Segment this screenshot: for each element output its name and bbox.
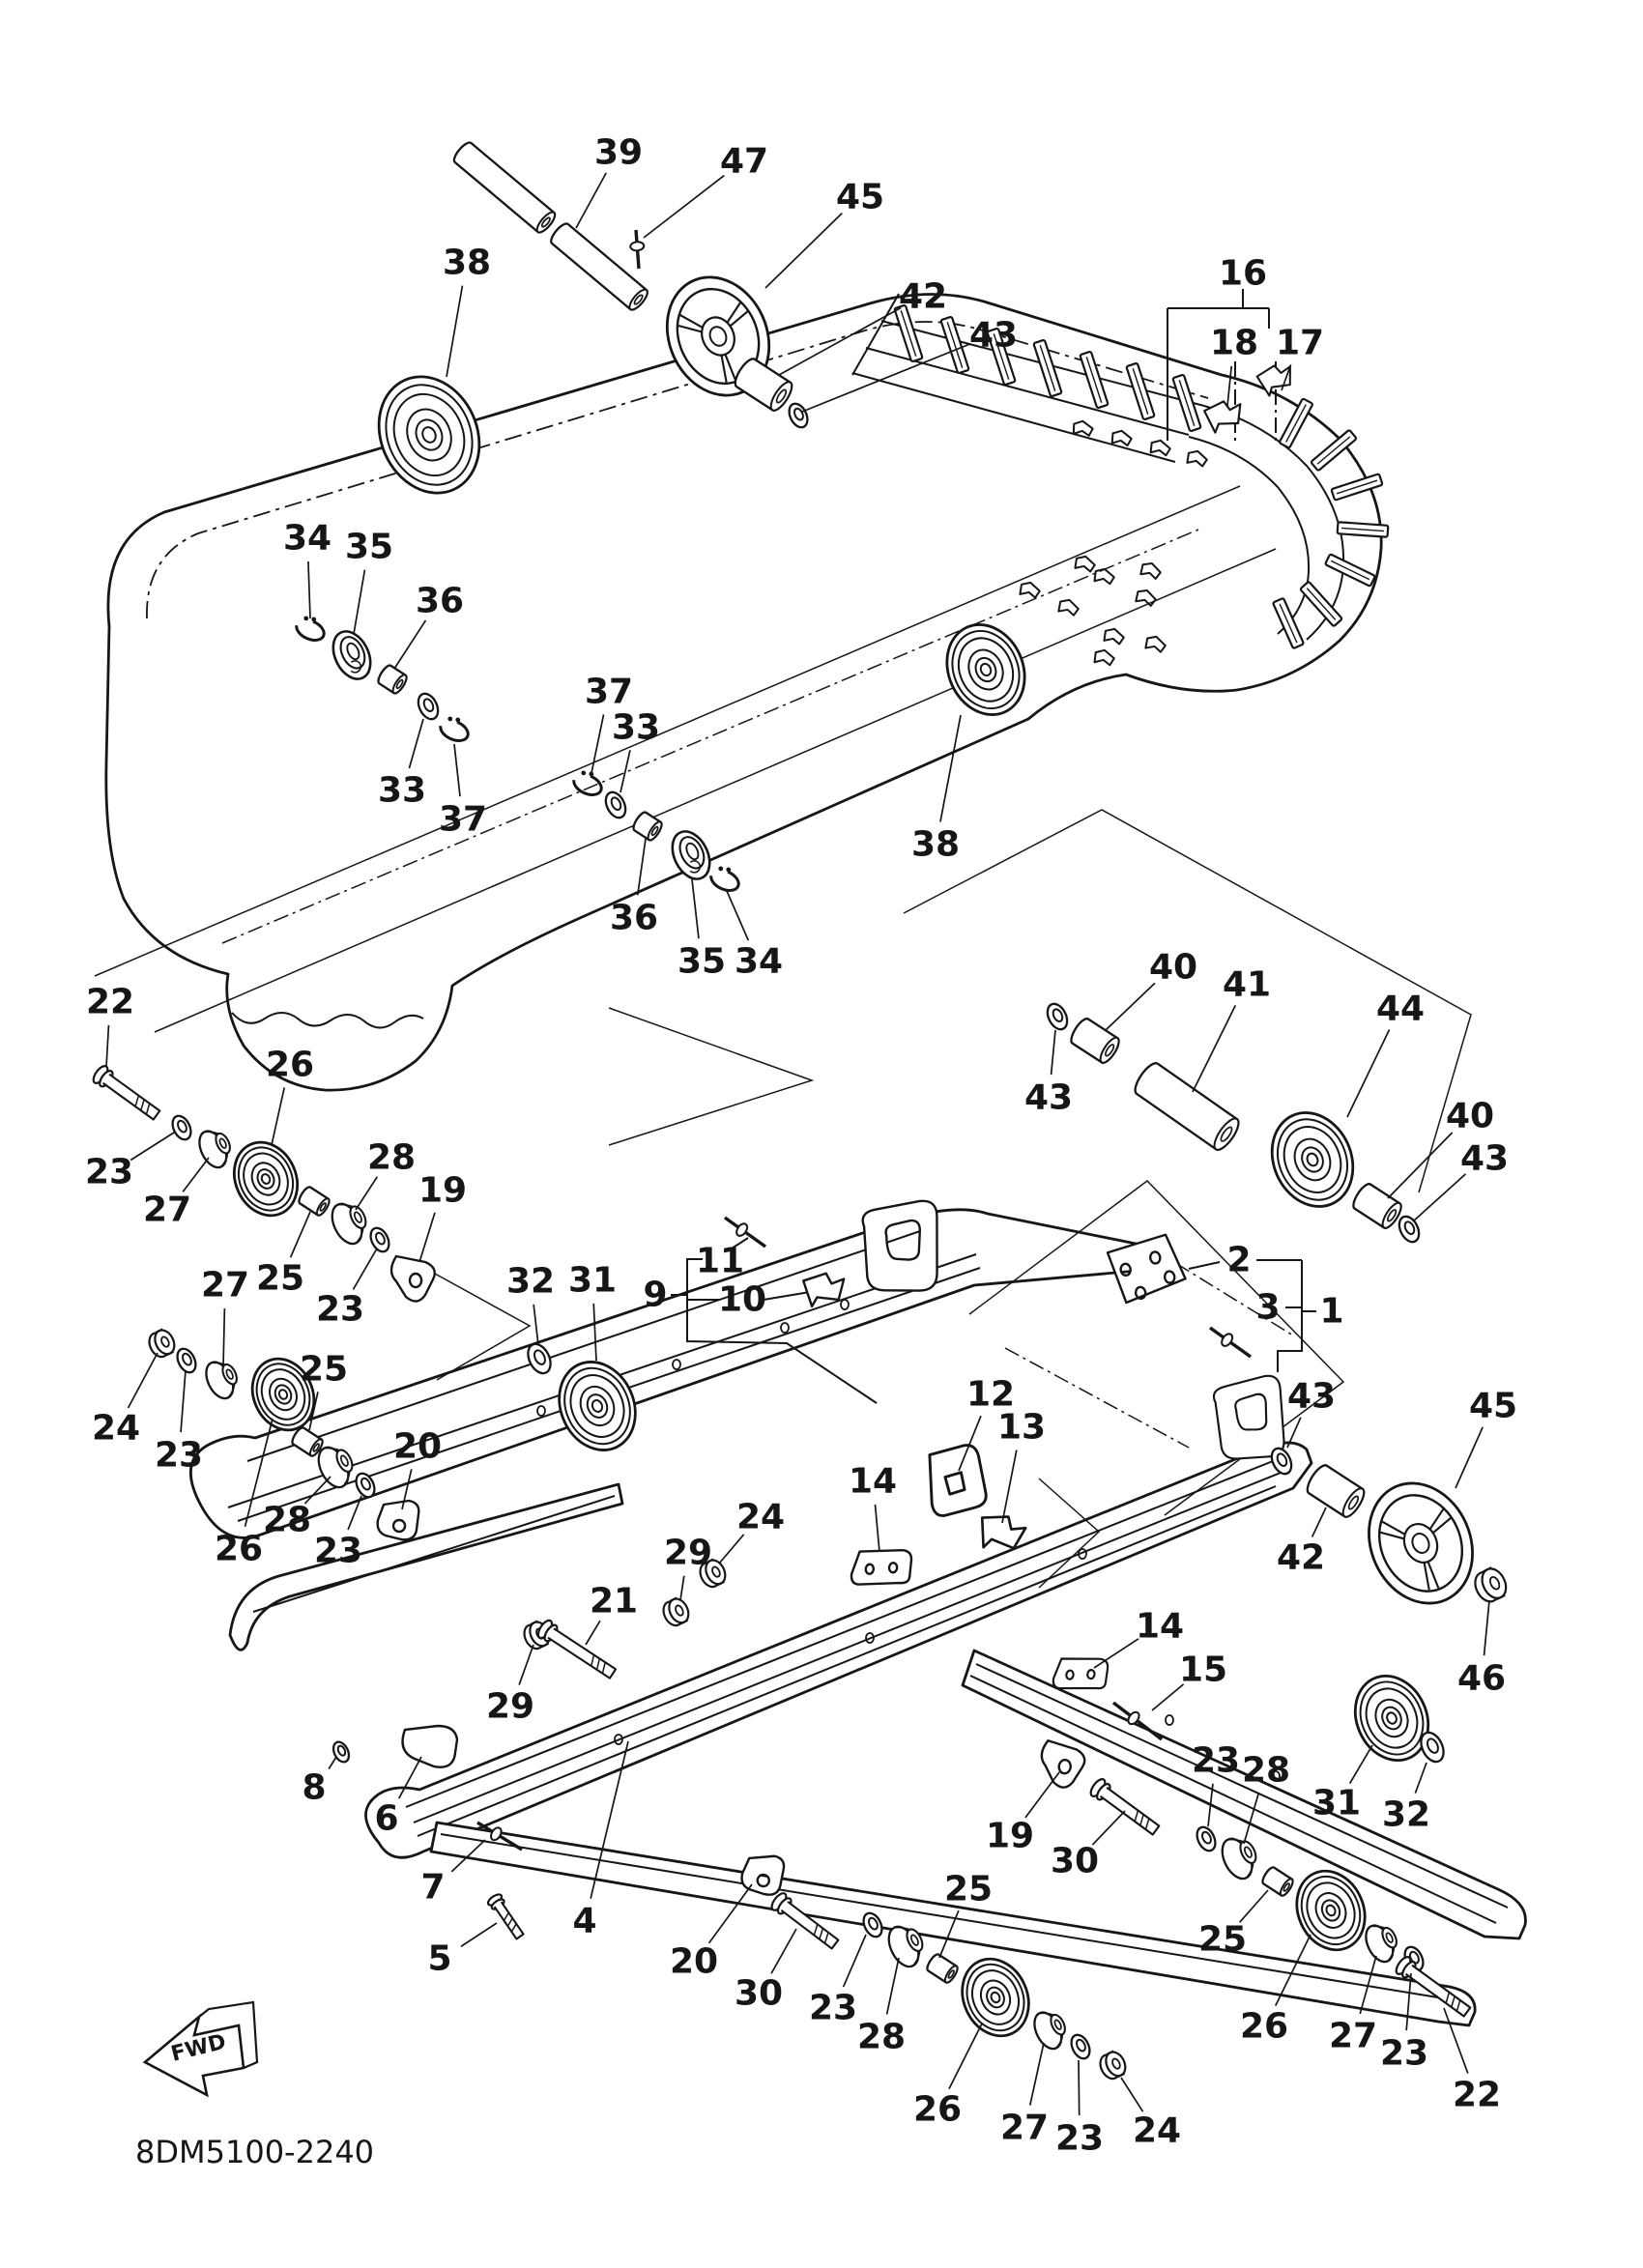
part-collar	[1361, 1918, 1403, 1966]
callout-45: 45	[1468, 1386, 1518, 1426]
part-bracket19	[1039, 1740, 1086, 1790]
part-guide	[378, 1501, 419, 1539]
callout-23: 23	[1054, 2118, 1105, 2159]
callout-23: 23	[808, 1988, 858, 2028]
callout-8: 8	[302, 1767, 327, 1808]
leader-line	[1025, 1772, 1059, 1818]
callout-1: 1	[1319, 1291, 1344, 1332]
part-bolt	[486, 1892, 526, 1940]
callout-46: 46	[1456, 1658, 1507, 1699]
leader-line	[1052, 1030, 1055, 1075]
part-washer	[1194, 1824, 1219, 1854]
leader-line	[1413, 1174, 1465, 1221]
leader-line	[1106, 983, 1155, 1030]
part-wheel-rib	[223, 1133, 309, 1226]
callout-9: 9	[643, 1275, 668, 1315]
callout-29: 29	[485, 1686, 535, 1727]
callout-24: 24	[1132, 2110, 1182, 2151]
callout-24: 24	[735, 1497, 786, 1537]
leader-line	[727, 891, 748, 940]
leader-line	[356, 1177, 377, 1210]
grouser-bar	[1338, 522, 1389, 537]
callout-44: 44	[1375, 989, 1426, 1029]
callout-25: 25	[1197, 1919, 1248, 1960]
leader-line	[1456, 1427, 1483, 1488]
callout-21: 21	[589, 1581, 639, 1622]
part-bolt	[1088, 1777, 1162, 1839]
part-collar	[194, 1124, 237, 1171]
callout-36: 36	[415, 581, 465, 621]
leader-line	[1002, 1450, 1017, 1523]
callout-25: 25	[255, 1258, 305, 1299]
callout-37: 37	[584, 672, 634, 712]
leader-line	[887, 1958, 899, 2015]
leader-line	[692, 879, 699, 938]
part-collar	[1217, 1831, 1264, 1883]
callout-12: 12	[966, 1374, 1016, 1415]
callout-23: 23	[1191, 1740, 1241, 1781]
part-nut	[660, 1595, 693, 1628]
callout-23: 23	[1379, 2033, 1429, 2074]
part-cylinder	[1304, 1462, 1368, 1520]
part-bracket19	[391, 1256, 435, 1302]
callout-11: 11	[695, 1241, 745, 1281]
leader-line	[1350, 1745, 1372, 1784]
fwd-arrow-label: FWD	[168, 2029, 229, 2067]
leader-line	[181, 1370, 186, 1432]
part-nut	[1471, 1565, 1511, 1605]
callout-23: 23	[84, 1152, 134, 1192]
callout-38: 38	[910, 824, 961, 865]
callout-14: 14	[1135, 1606, 1185, 1647]
leader-line	[1240, 1890, 1268, 1922]
callout-3: 3	[1255, 1287, 1281, 1328]
leader-line	[519, 1645, 533, 1685]
callout-47: 47	[719, 141, 769, 182]
part-cylinder	[1131, 1060, 1243, 1154]
callout-20: 20	[669, 1941, 719, 1982]
detail-line	[418, 1486, 1276, 1836]
part-nut	[146, 1327, 179, 1360]
leader-line	[272, 1087, 284, 1145]
callout-13: 13	[996, 1407, 1047, 1448]
leader-line	[680, 1576, 684, 1600]
callout-34: 34	[282, 518, 332, 559]
leader-line	[586, 1621, 600, 1645]
callout-30: 30	[734, 1973, 784, 2014]
bracket-line	[1189, 1262, 1220, 1269]
callout-28: 28	[1241, 1750, 1291, 1791]
leader-line	[130, 1133, 174, 1160]
callout-16: 16	[1218, 253, 1268, 294]
part-wheel-spoke	[1350, 1467, 1491, 1621]
part-collar	[1029, 2005, 1072, 2053]
callout-36: 36	[609, 898, 659, 938]
rail-hole	[1166, 1715, 1173, 1725]
callout-40: 40	[1148, 947, 1198, 988]
callout-26: 26	[265, 1045, 315, 1085]
part-block12	[928, 1444, 987, 1516]
leader-line	[1094, 1639, 1139, 1668]
callout-22: 22	[1452, 2075, 1502, 2115]
leader-line	[129, 1353, 158, 1408]
part-plate14	[850, 1545, 912, 1590]
callout-27: 27	[1328, 2016, 1378, 2056]
callout-26: 26	[912, 2089, 963, 2130]
part-cylinder	[925, 1953, 960, 1985]
callout-41: 41	[1222, 964, 1272, 1005]
callout-26: 26	[1239, 2006, 1289, 2047]
callout-43: 43	[968, 315, 1019, 356]
callout-45: 45	[835, 177, 885, 217]
callout-28: 28	[366, 1137, 417, 1178]
callout-10: 10	[717, 1279, 767, 1320]
callout-19: 19	[985, 1816, 1035, 1856]
callout-22: 22	[85, 982, 135, 1022]
leader-line	[875, 1505, 879, 1552]
callout-20: 20	[392, 1426, 443, 1467]
part-wheel-rib	[1257, 1100, 1368, 1220]
part-washer	[1068, 2032, 1093, 2062]
callout-24: 24	[91, 1408, 141, 1449]
callout-2: 2	[1226, 1240, 1252, 1280]
callout-6: 6	[374, 1798, 399, 1839]
callout-29: 29	[663, 1533, 713, 1573]
callout-28: 28	[262, 1500, 312, 1540]
callout-35: 35	[677, 941, 727, 982]
leader-line	[533, 1305, 538, 1345]
leader-line	[461, 1923, 497, 1946]
callout-33: 33	[377, 770, 427, 811]
callout-27: 27	[200, 1265, 250, 1306]
callout-27: 27	[999, 2108, 1050, 2148]
leader-line	[1193, 1005, 1235, 1092]
leader-line	[765, 214, 842, 288]
callout-23: 23	[154, 1435, 204, 1476]
part-bolt	[535, 1619, 619, 1682]
part-wheel-rib	[950, 1948, 1040, 2047]
part-nut	[1097, 2049, 1130, 2081]
callout-23: 23	[315, 1289, 365, 1330]
part-bolt	[91, 1064, 162, 1124]
leader-line	[291, 1212, 310, 1257]
leader-line	[1092, 1811, 1125, 1845]
callout-31: 31	[567, 1260, 618, 1301]
construction-line	[609, 1008, 812, 1145]
callout-42: 42	[1276, 1537, 1326, 1578]
callout-15: 15	[1178, 1650, 1228, 1690]
part-plate14	[1052, 1652, 1109, 1694]
part-washer	[169, 1113, 194, 1143]
part-block6	[403, 1726, 457, 1767]
callout-27: 27	[142, 1190, 192, 1230]
callout-40: 40	[1445, 1096, 1495, 1136]
callout-35: 35	[344, 527, 394, 567]
part-pin	[1210, 1328, 1251, 1357]
leader-line	[106, 1025, 108, 1067]
callout-28: 28	[856, 2017, 907, 2057]
leader-line	[353, 1249, 377, 1289]
leader-line	[1415, 1763, 1427, 1794]
part-washer	[174, 1346, 199, 1376]
leader-line	[419, 1213, 435, 1262]
part-cylinder	[1068, 1017, 1122, 1066]
callout-39: 39	[593, 132, 644, 173]
drawing-number: 8DM5100-2240	[135, 2134, 375, 2170]
leader-line	[1484, 1600, 1489, 1655]
callout-25: 25	[299, 1349, 349, 1390]
leader-line	[771, 1929, 796, 1973]
part-pin	[630, 230, 645, 269]
part-cylinder	[297, 1186, 331, 1218]
part-collar	[201, 1355, 244, 1402]
part-washer	[1396, 1213, 1423, 1245]
callout-33: 33	[611, 707, 661, 748]
callout-31: 31	[1312, 1783, 1362, 1823]
part-collar	[327, 1196, 374, 1249]
leader-line	[949, 2024, 982, 2089]
callout-17: 17	[1275, 323, 1325, 363]
part-cylinder	[451, 140, 558, 235]
fwd-arrow	[145, 2002, 257, 2095]
leader-line	[1121, 2078, 1142, 2111]
leader-line	[576, 173, 606, 228]
leader-line	[1030, 2043, 1044, 2106]
callout-4: 4	[572, 1901, 597, 1941]
callout-42: 42	[898, 276, 948, 317]
bracket-line	[1278, 1260, 1302, 1372]
part-washer	[367, 1225, 392, 1255]
callout-18: 18	[1209, 323, 1259, 363]
callout-38: 38	[442, 243, 492, 283]
callout-19: 19	[418, 1170, 468, 1211]
callout-32: 32	[505, 1261, 556, 1302]
callout-43: 43	[1459, 1138, 1510, 1179]
callout-23: 23	[313, 1531, 363, 1571]
callout-26: 26	[214, 1529, 264, 1569]
callout-43: 43	[1286, 1376, 1337, 1417]
leader-line	[1347, 1030, 1390, 1117]
callout-34: 34	[734, 941, 784, 982]
callout-5: 5	[427, 1938, 452, 1979]
callout-14: 14	[848, 1461, 898, 1502]
leader-line	[329, 1757, 336, 1769]
outline-path	[963, 1651, 1525, 1938]
leader-line	[644, 176, 724, 238]
callout-7: 7	[420, 1867, 446, 1908]
callout-25: 25	[943, 1869, 994, 1909]
leader-line	[1079, 2060, 1080, 2115]
callout-43: 43	[1023, 1077, 1074, 1118]
callout-32: 32	[1381, 1794, 1431, 1835]
callout-37: 37	[438, 799, 488, 840]
leader-line	[1312, 1507, 1326, 1537]
callout-30: 30	[1050, 1841, 1100, 1881]
leader-line	[719, 1535, 744, 1564]
leader-line	[447, 286, 462, 377]
leader-line	[183, 1158, 209, 1191]
leader-line	[844, 1935, 866, 1987]
leader-line	[223, 1308, 224, 1366]
part-washer	[1044, 1000, 1071, 1032]
